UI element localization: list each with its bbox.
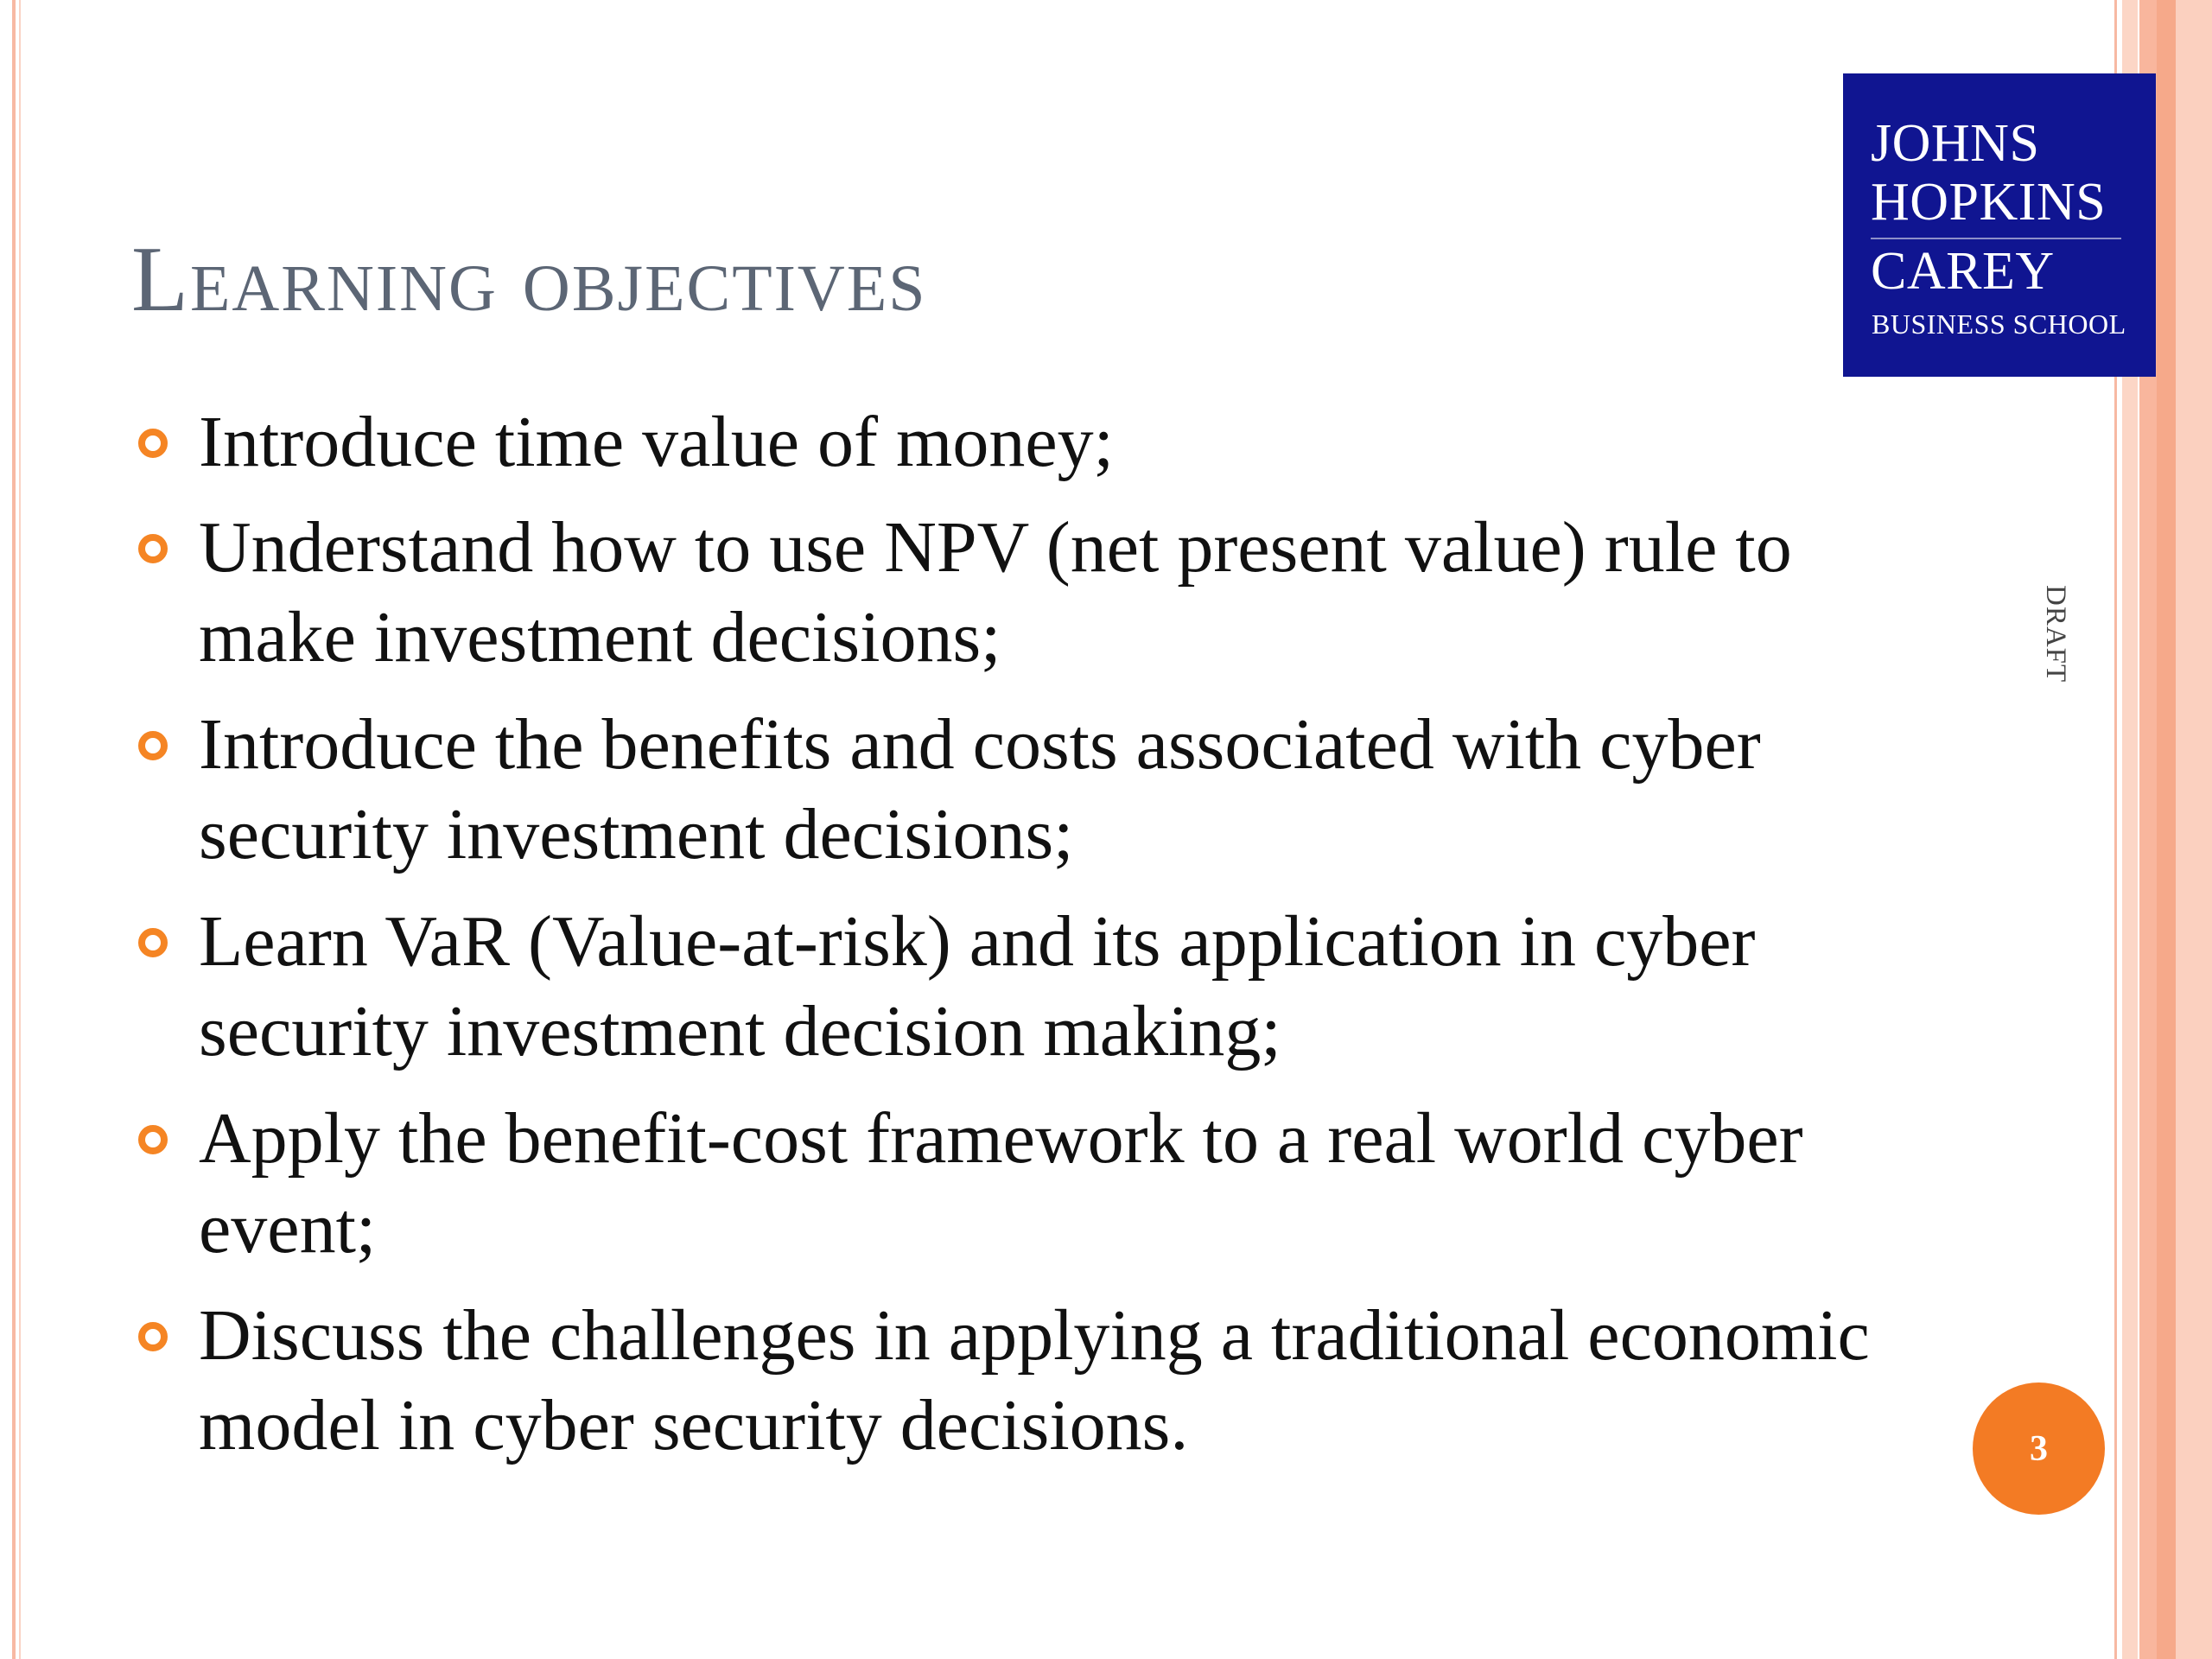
- logo-divider: [1871, 238, 2121, 239]
- bullet-text: Introduce the benefits and costs associated with cyber security investment decisions;: [199, 704, 1761, 874]
- left-border-line-inner: [19, 0, 21, 1659]
- bullet-ring-icon: [138, 1322, 168, 1351]
- bullet-text: Introduce time value of money;: [199, 402, 1114, 482]
- logo-line-carey: CAREY: [1871, 242, 2055, 301]
- bullet-text: Understand how to use NPV (net present value) rule to make investment decisions;: [199, 507, 1792, 677]
- logo-line-hopkins: HOPKINS: [1871, 173, 2107, 232]
- right-border-band-3: [2157, 0, 2176, 1659]
- page-number: 3: [2030, 1428, 2048, 1469]
- list-item: [138, 1291, 1901, 1471]
- list-item: [138, 1094, 1901, 1274]
- left-border-line: [12, 0, 16, 1659]
- objectives-list: [138, 397, 1901, 1488]
- logo-line-business-school: BUSINESS SCHOOL: [1872, 308, 2126, 340]
- slide-title: Learning objectives: [131, 228, 927, 331]
- list-item: [138, 700, 1901, 880]
- bullet-ring-icon: [138, 534, 168, 563]
- bullet-ring-icon: [138, 1125, 168, 1154]
- draft-watermark: [2002, 585, 2071, 683]
- page-number-badge: [1973, 1382, 2105, 1515]
- bullet-text: Discuss the challenges in applying a traditional economic model in cyber security decisions.: [199, 1295, 1870, 1465]
- list-item: [138, 503, 1901, 683]
- logo-line-johns: JOHNS: [1871, 114, 2040, 173]
- bullet-ring-icon: [138, 429, 168, 458]
- bullet-text: Learn VaR (Value-at-risk) and its application in cyber security investment decision making;: [199, 901, 1756, 1071]
- right-border-band-4: [2176, 0, 2212, 1659]
- bullet-text: Apply the benefit-cost framework to a real world cyber event;: [199, 1098, 1803, 1268]
- bullet-ring-icon: [138, 928, 168, 957]
- list-item: [138, 397, 1901, 487]
- list-item: [138, 897, 1901, 1077]
- draft-watermark-text: DRAFT: [2040, 585, 2071, 683]
- jhu-carey-logo: [1843, 73, 2156, 377]
- bullet-ring-icon: [138, 731, 168, 760]
